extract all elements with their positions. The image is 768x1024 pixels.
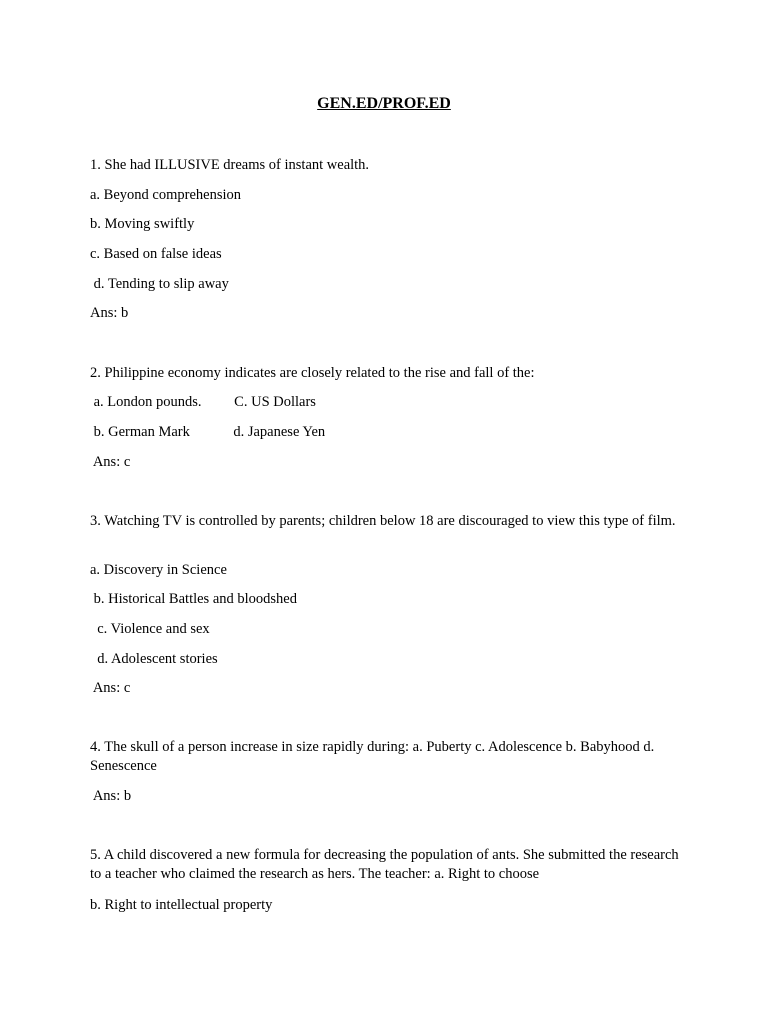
question-3-option-a: a. Discovery in Science [90, 562, 227, 578]
question-3-answer: Ans: c [90, 680, 131, 696]
question-1-option-c: c. Based on false ideas [90, 246, 222, 262]
question-3-option-c: c. Violence and sex [90, 621, 210, 637]
question-1-answer: Ans: b [90, 305, 129, 321]
question-2-stem: 2. Philippine economy indicates are closely related to the rise and fall of the: [90, 365, 535, 381]
question-2-options-row-2: b. German Mark d. Japanese Yen [90, 424, 326, 440]
question-1-option-d: d. Tending to slip away [90, 276, 229, 292]
question-3-option-d: d. Adolescent stories [90, 651, 218, 667]
question-4-answer: Ans: b [90, 788, 132, 804]
page-title: GEN.ED/PROF.ED [317, 95, 451, 112]
question-3-stem: 3. Watching TV is controlled by parents; children below 18 are discouraged to view this type of film. [90, 513, 676, 529]
question-4-stem: 4. The skull of a person increase in size rapidly during: a. Puberty c. Adolescence b. Babyhood d. Senescence [90, 739, 655, 774]
question-2-options-row-1: a. London pounds. C. US Dollars [90, 394, 316, 410]
question-1-stem: 1. She had ILLUSIVE dreams of instant wealth. [90, 157, 370, 173]
question-3-option-b: b. Historical Battles and bloodshed [90, 591, 297, 607]
question-1-option-b: b. Moving swiftly [90, 216, 195, 232]
question-5-stem: 5. A child discovered a new formula for decreasing the population of ants. She submitted the research to a teacher who claimed the research as hers. The teacher: a. Right to choose [90, 847, 679, 882]
question-1-option-a: a. Beyond comprehension [90, 187, 242, 203]
question-2-answer: Ans: c [90, 454, 131, 470]
question-5-option-b: b. Right to intellectual property [90, 897, 273, 913]
